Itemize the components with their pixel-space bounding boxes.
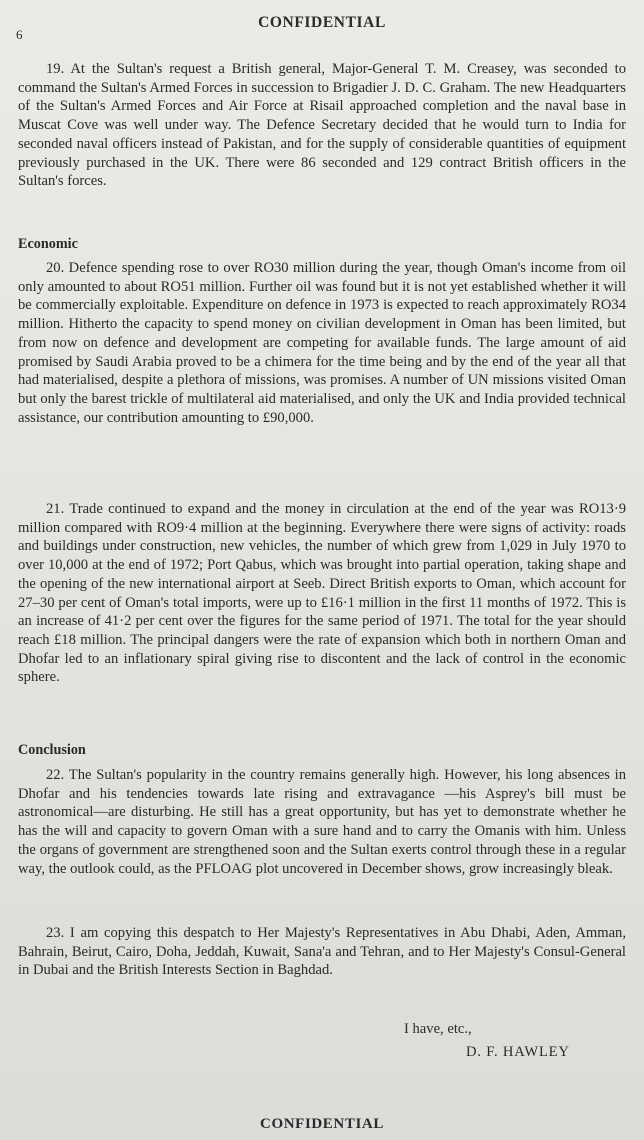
signature: D. F. HAWLEY	[466, 1044, 570, 1060]
paragraph-22-block	[18, 766, 626, 878]
paragraph-23: 23. I am copying this despatch to Her Majesty's Representatives in Abu Dhabi, Aden, Amman, Bahrain, Beirut, Cairo, Doha, Jeddah, Kuwait, Sana'a and Tehran, and to Her Majesty's Consul-General in Dubai and the British Interests Section in Baghdad.	[18, 925, 626, 979]
page-footer: CONFIDENTIAL	[260, 1116, 384, 1132]
section-heading-economic: Economic	[18, 236, 78, 252]
paragraph-21-block	[18, 500, 626, 687]
paragraph-20: 20. Defence spending rose to over RO30 million during the year, though Oman's income from oil only amounted to about RO51 million. Further oil was found but it is not yet established whether it will be commercially exploitable. Expenditure on defence in 1973 is expected to reach approximately RO34 million. Hitherto the capacity to spend money on civilian development in Oman has been limited, but from now on defence and development are competing for available funds. The large amount of aid promised by Saudi Arabia proved to be a chimera for the time being and by the end of the year all that had materialised, despite a plethora of missions, was promises. A number of UN missions visited Oman but only the barest trickle of multilateral aid materialised, and only the UK and India provided technical assistance, our contribution amounting to £90,000.	[18, 260, 626, 426]
paragraph-23-block	[18, 924, 626, 980]
paragraph-19: 19. At the Sultan's request a British general, Major-General T. M. Creasey, was seconded to command the Sultan's Armed Forces in succession to Brigadier J. D. C. Graham. The new Headquarters of the Sultan's Armed Forces and Air Force at Risail approached completion and the naval base in Muscat Cove was well under way. The Defence Secretary decided that he would turn to India for seconded naval officers instead of Pakistan, and for the supply of considerable quantities of equipment previously purchased in the UK. There were 86 seconded and 129 contract British officers in the Sultan's forces.	[18, 61, 626, 190]
paragraph-22: 22. The Sultan's popularity in the country remains generally high. However, his long absences in Dhofar and his tendencies towards late rising and extravagance —his Asprey's bill must be astronomical—are disturbing. He still has a great opportunity, but has yet to demonstrate whether he has the will and capacity to govern Oman with a sure hand and to carry the Omanis with him. Unless the organs of government are strengthened soon and the Sultan exerts control through these in a regular way, the outlook could, as the PFLOAG plot uncovered in December shows, grow increasingly bleak.	[18, 767, 626, 877]
paragraph-19-block	[18, 60, 626, 191]
paragraph-20-block	[18, 259, 626, 427]
paragraph-21: 21. Trade continued to expand and the money in circulation at the end of the year was RO13·9 million compared with RO9·4 million at the beginning. Everywhere there were signs of activity: roads and buildings under construction, new vehicles, the number of which grew from 1,029 in July 1970 to over 10,000 at the end of 1972; Port Qabus, which was brought into partial operation, taking shape and the opening of the new international airport at Seeb. Direct British exports to Oman, which account for 27–30 per cent of Oman's total imports, were up to £16·1 million in the first 11 months of 1972. This is an increase of 41·2 per cent over the figures for the same period of 1971. The total for the year should reach £18 million. The principal dangers were the rate of expansion which both in northern Oman and Dhofar led to an inflationary spiral giving rise to discontent and the lack of control in the economic sphere.	[18, 501, 626, 686]
page-header: CONFIDENTIAL	[258, 14, 386, 31]
page-number: 6	[16, 27, 23, 42]
closing-line: I have, etc.,	[404, 1021, 472, 1037]
section-heading-conclusion: Conclusion	[18, 742, 86, 758]
